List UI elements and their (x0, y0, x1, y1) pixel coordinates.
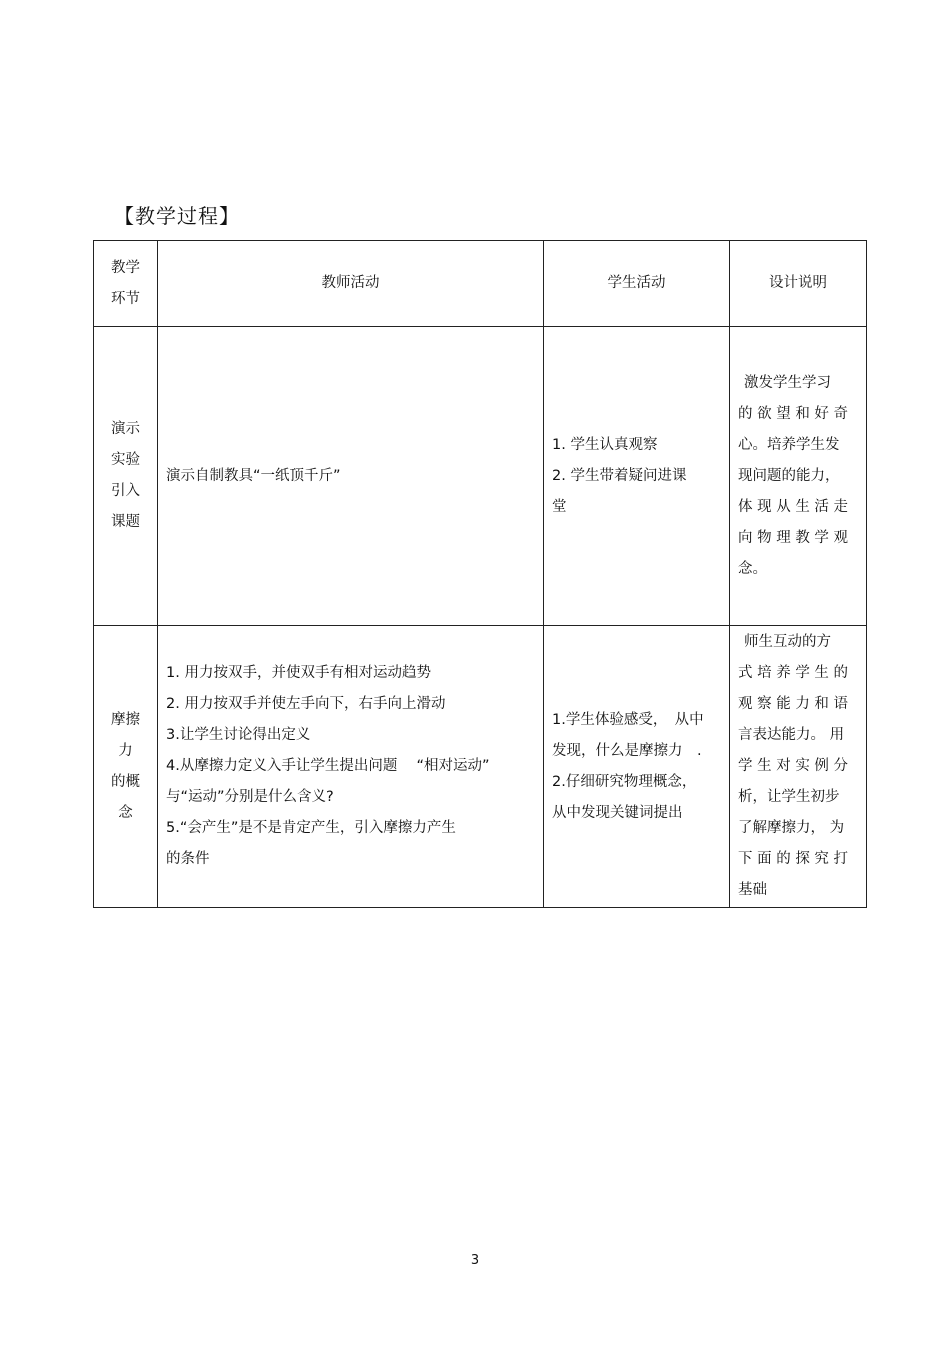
design-line: 向 物 理 教 学 观 (738, 529, 849, 546)
design-note-cell (730, 626, 867, 908)
stage-line: 演示 (111, 421, 140, 437)
student-line: 从中发现关键词提出 (552, 804, 683, 821)
student-line: 1.学生体验感受， 从中 (552, 711, 704, 728)
table-row (94, 327, 867, 626)
design-line: 念。 (738, 560, 767, 577)
student-line: 2. 学生带着疑问进课 (552, 467, 687, 484)
student-line: 1. 学生认真观察 (552, 436, 658, 453)
design-line: 师生互动的方 (744, 634, 831, 650)
teacher-activity-cell (158, 626, 544, 908)
teacher-line: 演示自制教具“一纸顶千斤” (166, 467, 341, 484)
teacher-line: 的条件 (166, 851, 210, 867)
header-stage-line: 环节 (111, 290, 140, 307)
teaching-process-table (93, 240, 867, 908)
teacher-line: 1. 用力按双手，并使双手有相对运动趋势 (166, 665, 431, 681)
student-line: 堂 (552, 498, 567, 515)
table-row (94, 626, 867, 908)
student-line: 发现，什么是摩擦力 . (552, 742, 702, 759)
design-line: 学 生 对 实 例 分 (738, 758, 849, 774)
header-design: 设计说明 (730, 241, 867, 327)
design-line: 下 面 的 探 究 打 (738, 851, 849, 867)
table-header-row (94, 241, 867, 327)
teacher-line: 3.让学生讨论得出定义 (166, 727, 311, 743)
stage-line: 课题 (111, 514, 140, 530)
design-line: 式 培 养 学 生 的 (738, 665, 849, 681)
teacher-line: 2. 用力按双手并使左手向下，右手向上滑动 (166, 696, 446, 712)
student-activity-cell (544, 327, 730, 626)
stage-cell (94, 327, 158, 626)
teacher-line: 与“运动”分别是什么含义? (166, 789, 334, 805)
stage-line: 念 (118, 804, 133, 821)
stage-line: 摩擦 (111, 711, 140, 728)
teacher-line: 5.“会产生”是不是肯定产生，引入摩擦力产生 (166, 820, 456, 836)
design-line: 了解摩擦力， 为 (738, 820, 845, 836)
stage-line: 力 (118, 742, 133, 759)
header-stage-line: 教学 (111, 259, 140, 276)
design-line: 的 欲 望 和 好 奇 (738, 405, 849, 422)
header-stage (94, 241, 158, 327)
teacher-activity-cell (158, 327, 544, 626)
design-line: 基础 (738, 882, 767, 898)
design-line: 观 察 能 力 和 语 (738, 696, 849, 712)
page-number: 3 (470, 1253, 480, 1268)
stage-line: 实验 (111, 452, 140, 468)
student-activity-cell (544, 626, 730, 908)
design-line: 析，让学生初步 (738, 789, 840, 805)
section-title: 【教学过程】 (114, 204, 240, 228)
student-line: 2.仔细研究物理概念， (552, 773, 697, 790)
teacher-line: 4.从摩擦力定义入手让学生提出问题 “相对运动” (166, 758, 490, 774)
stage-line: 引入 (111, 483, 140, 499)
stage-line: 的概 (111, 773, 140, 790)
header-student: 学生活动 (544, 241, 730, 327)
design-note-cell (730, 327, 867, 626)
design-line: 激发学生学习 (744, 374, 831, 391)
design-line: 心。培养学生发 (738, 436, 840, 453)
header-teacher: 教师活动 (158, 241, 544, 327)
stage-cell (94, 626, 158, 908)
design-line: 体 现 从 生 活 走 (738, 498, 849, 515)
design-line: 现问题的能力， (738, 467, 840, 484)
design-line: 言表达能力。 用 (738, 727, 845, 743)
